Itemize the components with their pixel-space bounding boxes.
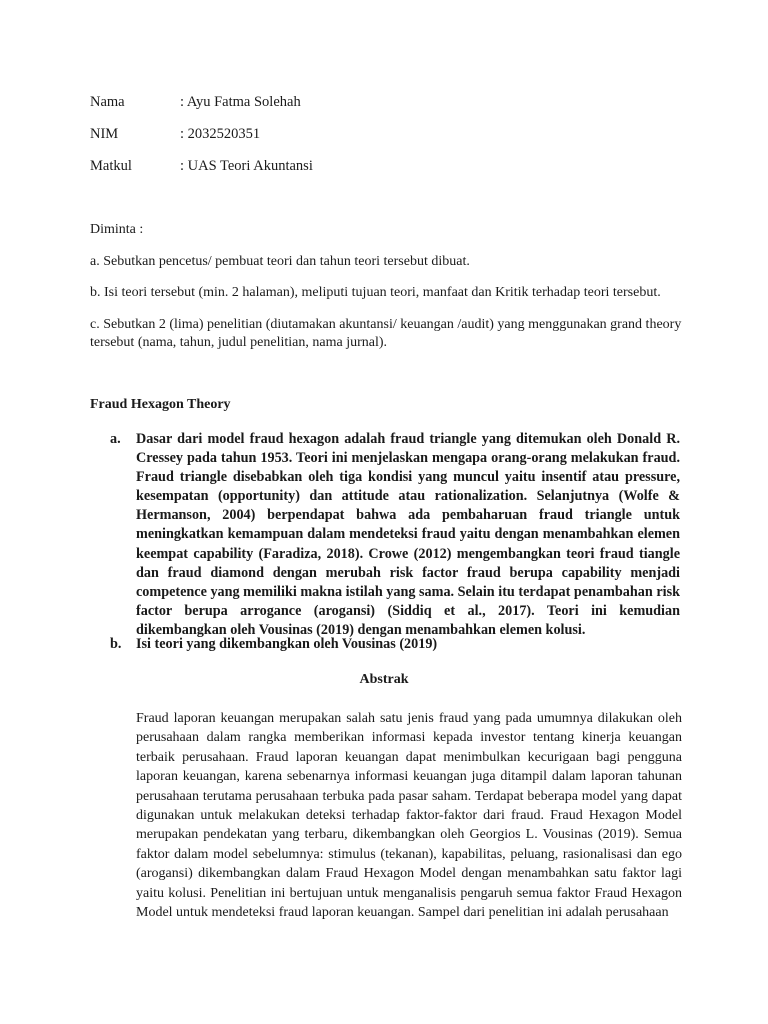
theory-point-a [110,430,680,640]
requested-item-a: a. Sebutkan pencetus/ pembuat teori dan tahun teori tersebut dibuat. [90,254,470,269]
point-marker: b. [110,636,122,652]
nim-value: : 2032520351 [180,126,261,142]
nim-label: NIM [90,126,119,142]
point-marker: a. [110,431,121,447]
point-text: Isi teori yang dikembangkan oleh Vousinas (2019) [136,636,438,652]
name-label: Nama [90,94,125,110]
identity-nim-row [90,125,260,143]
matkul-value: : UAS Teori Akuntansi [180,158,313,174]
section-heading: Fraud Hexagon Theory [90,397,231,412]
identity-name-row [90,93,301,111]
identity-matkul-row [90,157,313,175]
point-text: Dasar dari model fraud hexagon adalah fraud triangle yang ditemukan oleh Donald R. Cressey pada tahun 1953. Teori ini menjelaskan mengapa orang-orang melakukan fraud. Fraud triangle disebabkan oleh tiga kondisi yang muncul yaitu insentif atau pressure, kesempatan (opportunity) dan attitude atau rationalization. Selanjutnya (Wolfe & Hermanson, 2004) berpendapat bahwa ada pembaharuan fraud triangle untuk meningkatkan kemampuan dalam mendeteksi fraud yaitu dengan menambahkan elemen keempat capability (Faradiza, 2018). Crowe (2012) mengembangkan teori fraud tiangle dan fraud diamond dengan merubah risk factor fraud berupa capability menjadi competence yang memiliki makna istilah yang sama. Selain itu terdapat penambahan risk factor berupa arrogance (arogansi) (Siddiq et al., 2017). Teori ini kemudian dikembangkan oleh Vousinas (2019) dengan menambahkan elemen kolusi. [136,431,680,638]
matkul-label: Matkul [90,158,132,174]
name-value: : Ayu Fatma Solehah [180,94,301,110]
theory-point-b [110,635,680,654]
abstract-body: Fraud laporan keuangan merupakan salah satu jenis fraud yang pada umumnya dilakukan oleh perusahaan dalam rangka memberikan informasi kepada investor tentang kinerja keuangan terbaik perusahaan. Fraud laporan keuangan dapat menimbulkan kecurigaan bagi pengguna laporan keuangan, karena sebenarnya informasi keuangan juga ditampil dalam laporan tahunan perusahaan terutama perusahaan terbuka pada pasar saham. Terdapat beberapa model yang dapat digunakan untuk melakukan deteksi terhadap faktor-faktor dari fraud. Fraud Hexagon Model merupakan pendekatan yang terbaru, dikembangkan oleh Georgios L. Vousinas (2019). Semua faktor dalam model sebelumnya: stimulus (tekanan), kapabilitas, peluang, rasionalisasi dan ego (arogansi) dikembangkan dalam Fraud Hexagon Model dengan menambahkan satu faktor lagi yaitu kolusi. Penelitian ini bertujuan untuk menganalisis pengaruh semua faktor Fraud Hexagon Model untuk mendeteksi fraud laporan keuangan. Sampel dari penelitian ini adalah perusahaan [136,711,682,921]
abstract-title: Abstrak [359,672,409,687]
requested-item-c: c. Sebutkan 2 (lima) penelitian (diutamakan akuntansi/ keuangan /audit) yang menggunakan grand theory tersebut (nama, tahun, judul penelitian, nama jurnal). [90,317,682,350]
requested-item-b: b. Isi teori tersebut (min. 2 halaman), meliputi tujuan teori, manfaat dan Kritik terhadap teori tersebut. [90,285,661,300]
requested-title: Diminta : [90,222,144,237]
